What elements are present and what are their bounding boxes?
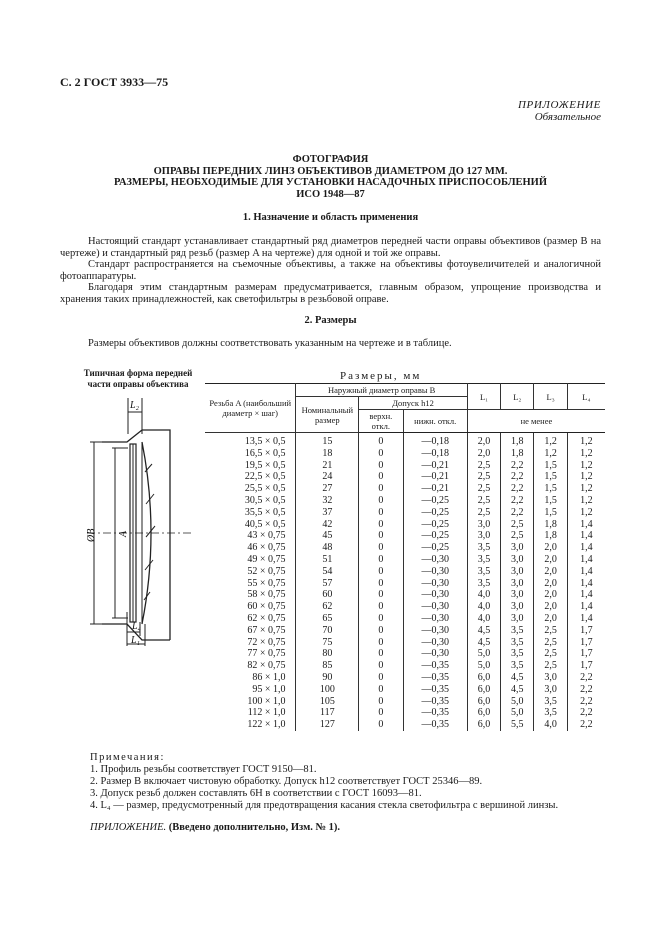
table-cell: 2,0	[534, 613, 567, 625]
table-cell: 1,4	[567, 519, 605, 531]
table-cell: 55 × 0,75	[205, 578, 296, 590]
table-cell: 2,0	[534, 542, 567, 554]
table-cell: —0,25	[403, 495, 467, 507]
note-item: 2. Размер B включает чистовую обработку. Допуск h12 соответствует ГОСТ 25346—89.	[90, 776, 483, 787]
table-cell: 3,0	[467, 519, 500, 531]
table-cell: 1,2	[567, 448, 605, 460]
table-cell: 1,4	[567, 554, 605, 566]
table-cell: 85	[296, 660, 359, 672]
col-l3: L₃	[534, 384, 567, 410]
table-cell: 13,5 × 0,5	[205, 433, 296, 448]
col-outer-diameter: Наружный диаметр оправы B	[296, 384, 467, 397]
table-cell: —0,30	[403, 554, 467, 566]
table-cell: 1,8	[534, 519, 567, 531]
table-cell: 112 × 1,0	[205, 707, 296, 719]
table-cell: 2,2	[501, 471, 534, 483]
table-cell: —0,25	[403, 542, 467, 554]
table-cell: 3,0	[501, 613, 534, 625]
table-cell: 1,2	[567, 495, 605, 507]
table-cell: 3,5	[501, 660, 534, 672]
table-cell: 0	[359, 542, 403, 554]
table-row	[205, 660, 605, 672]
table-cell: 90	[296, 672, 359, 684]
table-cell: 25,5 × 0,5	[205, 483, 296, 495]
table-cell: 2,2	[501, 460, 534, 472]
table-cell: 0	[359, 471, 403, 483]
table-row	[205, 530, 605, 542]
table-cell: 1,2	[567, 471, 605, 483]
table-cell: 2,5	[467, 471, 500, 483]
table-row	[205, 648, 605, 660]
table-cell: 2,5	[534, 648, 567, 660]
table-cell: 1,4	[567, 530, 605, 542]
table-cell: 3,0	[467, 530, 500, 542]
table-cell: —0,35	[403, 672, 467, 684]
table-cell: 3,0	[534, 672, 567, 684]
table-cell: 1,5	[534, 483, 567, 495]
table-cell: 0	[359, 637, 403, 649]
col-thread: Резьба A (наибольший диаметр × шаг)	[205, 384, 296, 433]
table-cell: 16,5 × 0,5	[205, 448, 296, 460]
table-cell: 1,4	[567, 578, 605, 590]
table-cell: —0,30	[403, 566, 467, 578]
col-lower: нижн. откл.	[403, 410, 467, 433]
table-cell: 62 × 0,75	[205, 613, 296, 625]
table-row	[205, 601, 605, 613]
table-cell: 3,5	[501, 648, 534, 660]
table-cell: 32	[296, 495, 359, 507]
label-l1: L₁	[131, 635, 141, 646]
table-cell: 1,4	[567, 542, 605, 554]
figure-caption-line: части оправы объектива	[87, 378, 189, 389]
table-row	[205, 589, 605, 601]
col-nominal: Номинальный размер	[296, 397, 359, 433]
table-cell: 1,2	[534, 448, 567, 460]
table-cell: —0,25	[403, 507, 467, 519]
table-cell: 0	[359, 554, 403, 566]
footer-note	[90, 822, 340, 833]
table-cell: 2,2	[567, 684, 605, 696]
table-cell: 1,2	[567, 433, 605, 448]
table-cell: 48	[296, 542, 359, 554]
table-cell: 105	[296, 696, 359, 708]
title-line: ОПРАВЫ ПЕРЕДНИХ ЛИНЗ ОБЪЕКТИВОВ ДИАМЕТРОМ ДО 127 ММ.	[153, 165, 508, 177]
table-row	[205, 471, 605, 483]
table-cell: —0,30	[403, 648, 467, 660]
table-cell: —0,35	[403, 660, 467, 672]
note-item: 3. Допуск резьб должен составлять 6H в соответствии с ГОСТ 16093—81.	[90, 788, 422, 799]
col-l2: L₂	[501, 384, 534, 410]
table-cell: 1,7	[567, 625, 605, 637]
table-cell: 0	[359, 519, 403, 531]
title-line: ФОТОГРАФИЯ	[292, 154, 369, 165]
table-cell: 1,7	[567, 637, 605, 649]
table-cell: 0	[359, 589, 403, 601]
section1-heading: 1. Назначение и область применения	[242, 212, 419, 223]
col-l1: L₁	[467, 384, 500, 410]
table-cell: 3,5	[534, 696, 567, 708]
table-cell: 5,5	[501, 719, 534, 731]
table-cell: 18	[296, 448, 359, 460]
table-cell: 0	[359, 625, 403, 637]
table-cell: 0	[359, 578, 403, 590]
table-cell: 82 × 0,75	[205, 660, 296, 672]
table-cell: —0,30	[403, 589, 467, 601]
table-cell: 1,2	[567, 507, 605, 519]
notes-title: Примечания:	[90, 752, 165, 763]
table-cell: 2,5	[467, 483, 500, 495]
table-cell: 5,0	[501, 696, 534, 708]
label-a: A	[118, 530, 129, 537]
table-cell: 3,5	[467, 542, 500, 554]
table-cell: —0,35	[403, 719, 467, 731]
table-row	[205, 554, 605, 566]
table-cell: 5,0	[467, 648, 500, 660]
footer-text: (Введено дополнительно, Изм. № 1).	[168, 822, 341, 833]
table-cell: 0	[359, 601, 403, 613]
note-item: 4. L₄ — размер, предусмотренный для предотвращения касания стекла светофильтра с вершиной линзы.	[90, 800, 559, 811]
table-cell: 80	[296, 648, 359, 660]
table-cell: 4,0	[467, 589, 500, 601]
table-cell: 127	[296, 719, 359, 731]
table-cell: 65	[296, 613, 359, 625]
table-cell: 6,0	[467, 684, 500, 696]
table-cell: 3,5	[501, 625, 534, 637]
table-cell: —0,30	[403, 578, 467, 590]
table-cell: 45	[296, 530, 359, 542]
table-cell: 4,5	[501, 684, 534, 696]
table-cell: 3,0	[501, 601, 534, 613]
table-row	[205, 672, 605, 684]
table-cell: 3,5	[467, 554, 500, 566]
table-row	[205, 519, 605, 531]
table-cell: 43 × 0,75	[205, 530, 296, 542]
table-cell: 2,5	[534, 660, 567, 672]
table-cell: 0	[359, 483, 403, 495]
table-cell: 1,5	[534, 507, 567, 519]
table-cell: 2,5	[467, 495, 500, 507]
table-cell: 1,2	[534, 433, 567, 448]
table-cell: 21	[296, 460, 359, 472]
table-cell: 58 × 0,75	[205, 589, 296, 601]
dimensions-table	[205, 383, 605, 731]
table-cell: 4,0	[534, 719, 567, 731]
table-cell: —0,21	[403, 471, 467, 483]
table-cell: 35,5 × 0,5	[205, 507, 296, 519]
table-cell: 2,0	[534, 554, 567, 566]
table-cell: 2,5	[501, 519, 534, 531]
table-cell: 5,0	[467, 660, 500, 672]
table-cell: 2,0	[467, 433, 500, 448]
table-cell: —0,35	[403, 684, 467, 696]
table-cell: —0,25	[403, 530, 467, 542]
note-item: 1. Профиль резьбы соответствует ГОСТ 9150—81.	[90, 764, 317, 775]
table-cell: 0	[359, 696, 403, 708]
table-cell: 0	[359, 684, 403, 696]
figure-caption-line: Типичная форма передней	[83, 368, 193, 378]
table-cell: 0	[359, 433, 403, 448]
col-tolerance: Допуск h12	[359, 397, 468, 410]
table-cell: 2,2	[567, 707, 605, 719]
table-cell: 3,0	[501, 566, 534, 578]
table-cell: 0	[359, 613, 403, 625]
appendix-status: Обязательное	[534, 111, 601, 123]
table-cell: 3,0	[501, 554, 534, 566]
table-row	[205, 495, 605, 507]
table-cell: 77 × 0,75	[205, 648, 296, 660]
table-cell: 0	[359, 530, 403, 542]
table-cell: 46 × 0,75	[205, 542, 296, 554]
table-cell: 2,2	[501, 495, 534, 507]
table-cell: 0	[359, 707, 403, 719]
title-line: РАЗМЕРЫ, НЕОБХОДИМЫЕ ДЛЯ УСТАНОВКИ НАСАДОЧНЫХ ПРИСПОСОБЛЕНИЙ	[113, 177, 548, 188]
table-cell: 57	[296, 578, 359, 590]
table-cell: 1,8	[534, 530, 567, 542]
section1-body	[60, 236, 601, 305]
table-title: Размеры, мм	[340, 370, 422, 382]
table-cell: 2,0	[534, 589, 567, 601]
table-cell: 5,0	[501, 707, 534, 719]
table-row	[205, 707, 605, 719]
appendix-title: ПРИЛОЖЕНИЕ	[518, 99, 601, 111]
table-cell: 1,5	[534, 460, 567, 472]
section2-heading: 2. Размеры	[304, 315, 357, 326]
table-cell: 2,2	[501, 483, 534, 495]
table-cell: 2,2	[567, 719, 605, 731]
page-header: С. 2 ГОСТ 3933—75	[60, 75, 169, 89]
table-row	[205, 507, 605, 519]
table-cell: 54	[296, 566, 359, 578]
table-cell: 3,0	[534, 684, 567, 696]
table-cell: 22,5 × 0,5	[205, 471, 296, 483]
col-upper: верхн. откл.	[359, 410, 403, 433]
table-cell: 3,5	[501, 637, 534, 649]
table-cell: 60 × 0,75	[205, 601, 296, 613]
table-cell: 2,2	[567, 696, 605, 708]
table-cell: 6,0	[467, 672, 500, 684]
table-cell: —0,21	[403, 483, 467, 495]
table-cell: 62	[296, 601, 359, 613]
table-cell: 1,4	[567, 566, 605, 578]
table-cell: 3,5	[467, 566, 500, 578]
table-cell: 2,5	[467, 460, 500, 472]
table-cell: 1,4	[567, 613, 605, 625]
figure-caption	[70, 368, 206, 389]
paragraph: Стандарт распространяется на съемочные объективы, а также на объективы фотоувеличителей и аналогичной фотоаппаратуры.	[60, 259, 601, 282]
table-row	[205, 613, 605, 625]
label-ob: ØB	[86, 528, 97, 542]
table-cell: 2,0	[534, 566, 567, 578]
table-row	[205, 566, 605, 578]
table-cell: 1,8	[501, 448, 534, 460]
table-row	[205, 578, 605, 590]
lens-mount-drawing	[82, 392, 197, 647]
table-cell: —0,30	[403, 613, 467, 625]
notes	[90, 752, 558, 812]
table-cell: 1,7	[567, 648, 605, 660]
table-cell: 0	[359, 672, 403, 684]
table-cell: 100	[296, 684, 359, 696]
table-cell: 75	[296, 637, 359, 649]
title-line: ИСО 1948—87	[296, 188, 365, 200]
table-cell: 60	[296, 589, 359, 601]
table-cell: —0,35	[403, 707, 467, 719]
table-cell: —0,30	[403, 601, 467, 613]
table-cell: 0	[359, 460, 403, 472]
table-cell: 2,2	[501, 507, 534, 519]
table-cell: 3,0	[501, 542, 534, 554]
table-cell: 1,5	[534, 495, 567, 507]
table-cell: 1,8	[501, 433, 534, 448]
document-title	[60, 154, 601, 200]
section2-body	[60, 338, 601, 350]
table-cell: 0	[359, 495, 403, 507]
table-cell: 4,5	[467, 637, 500, 649]
table-cell: 2,5	[534, 637, 567, 649]
table-cell: 4,5	[467, 625, 500, 637]
table-row	[205, 483, 605, 495]
paragraph: Настоящий стандарт устанавливает стандартный ряд диаметров передней части оправы объективов (размер B на чертеже) и стандартный ряд резьб (размер A на чертеже) для одной и той же оправы.	[60, 236, 601, 259]
table-cell: 51	[296, 554, 359, 566]
table-row	[205, 433, 605, 448]
label-l2: L₂	[130, 400, 140, 411]
col-l4: L₄	[567, 384, 605, 410]
table-cell: 67 × 0,75	[205, 625, 296, 637]
table-cell: 27	[296, 483, 359, 495]
table-cell: —0,18	[403, 448, 467, 460]
table-cell: 3,0	[501, 589, 534, 601]
table-cell: 1,5	[534, 471, 567, 483]
col-not-less: не менее	[467, 410, 605, 433]
table-cell: 0	[359, 660, 403, 672]
appendix-label	[518, 99, 601, 123]
table-cell: 2,5	[501, 530, 534, 542]
table-cell: 42	[296, 519, 359, 531]
table-row	[205, 637, 605, 649]
table-cell: 72 × 0,75	[205, 637, 296, 649]
table-cell: 24	[296, 471, 359, 483]
table-cell: 3,5	[534, 707, 567, 719]
table-cell: 0	[359, 448, 403, 460]
table-row	[205, 719, 605, 731]
table-cell: —0,30	[403, 637, 467, 649]
table-cell: 4,5	[501, 672, 534, 684]
table-cell: —0,25	[403, 519, 467, 531]
paragraph: Благодаря этим стандартным размерам предусматривается, главным образом, упрощение производства и хранения таких принадлежностей, как светофильтры в резьбовой оправе.	[60, 282, 601, 305]
table-row	[205, 448, 605, 460]
table-cell: 95 × 1,0	[205, 684, 296, 696]
table-cell: —0,21	[403, 460, 467, 472]
table-cell: 49 × 0,75	[205, 554, 296, 566]
table-cell: 40,5 × 0,5	[205, 519, 296, 531]
table-cell: 2,0	[534, 578, 567, 590]
table-cell: 4,0	[467, 613, 500, 625]
table-cell: 70	[296, 625, 359, 637]
table-cell: 4,0	[467, 601, 500, 613]
table-row	[205, 696, 605, 708]
table-cell: 3,0	[501, 578, 534, 590]
table-cell: 0	[359, 719, 403, 731]
table-cell: 2,0	[467, 448, 500, 460]
table-cell: 0	[359, 507, 403, 519]
table-cell: 37	[296, 507, 359, 519]
table-cell: 1,4	[567, 601, 605, 613]
table-cell: 15	[296, 433, 359, 448]
table-cell: 86 × 1,0	[205, 672, 296, 684]
table-cell: 2,5	[534, 625, 567, 637]
table-cell: 2,0	[534, 601, 567, 613]
table-cell: 1,4	[567, 589, 605, 601]
table-cell: 2,5	[467, 507, 500, 519]
table-cell: 6,0	[467, 707, 500, 719]
table-cell: —0,18	[403, 433, 467, 448]
table-cell: 122 × 1,0	[205, 719, 296, 731]
table-cell: 19,5 × 0,5	[205, 460, 296, 472]
table-body	[205, 433, 605, 731]
table-cell: 1,2	[567, 483, 605, 495]
table-cell: 0	[359, 566, 403, 578]
table-cell: —0,35	[403, 696, 467, 708]
table-cell: 52 × 0,75	[205, 566, 296, 578]
table-row	[205, 460, 605, 472]
table-row	[205, 625, 605, 637]
table-cell: 2,2	[567, 672, 605, 684]
table-cell: 3,5	[467, 578, 500, 590]
label-l4: L₄	[132, 621, 142, 632]
table-cell: 117	[296, 707, 359, 719]
table-cell: —0,30	[403, 625, 467, 637]
table-row	[205, 542, 605, 554]
table-cell: 1,2	[567, 460, 605, 472]
table-cell: 6,0	[467, 719, 500, 731]
table-cell: 0	[359, 648, 403, 660]
table-cell: 6,0	[467, 696, 500, 708]
footer-italic: ПРИЛОЖЕНИЕ.	[90, 822, 167, 833]
table-cell: 30,5 × 0,5	[205, 495, 296, 507]
table-cell: 1,7	[567, 660, 605, 672]
table-cell: 100 × 1,0	[205, 696, 296, 708]
paragraph: Размеры объективов должны соответствовать указанным на чертеже и в таблице.	[88, 338, 452, 349]
table-row	[205, 684, 605, 696]
